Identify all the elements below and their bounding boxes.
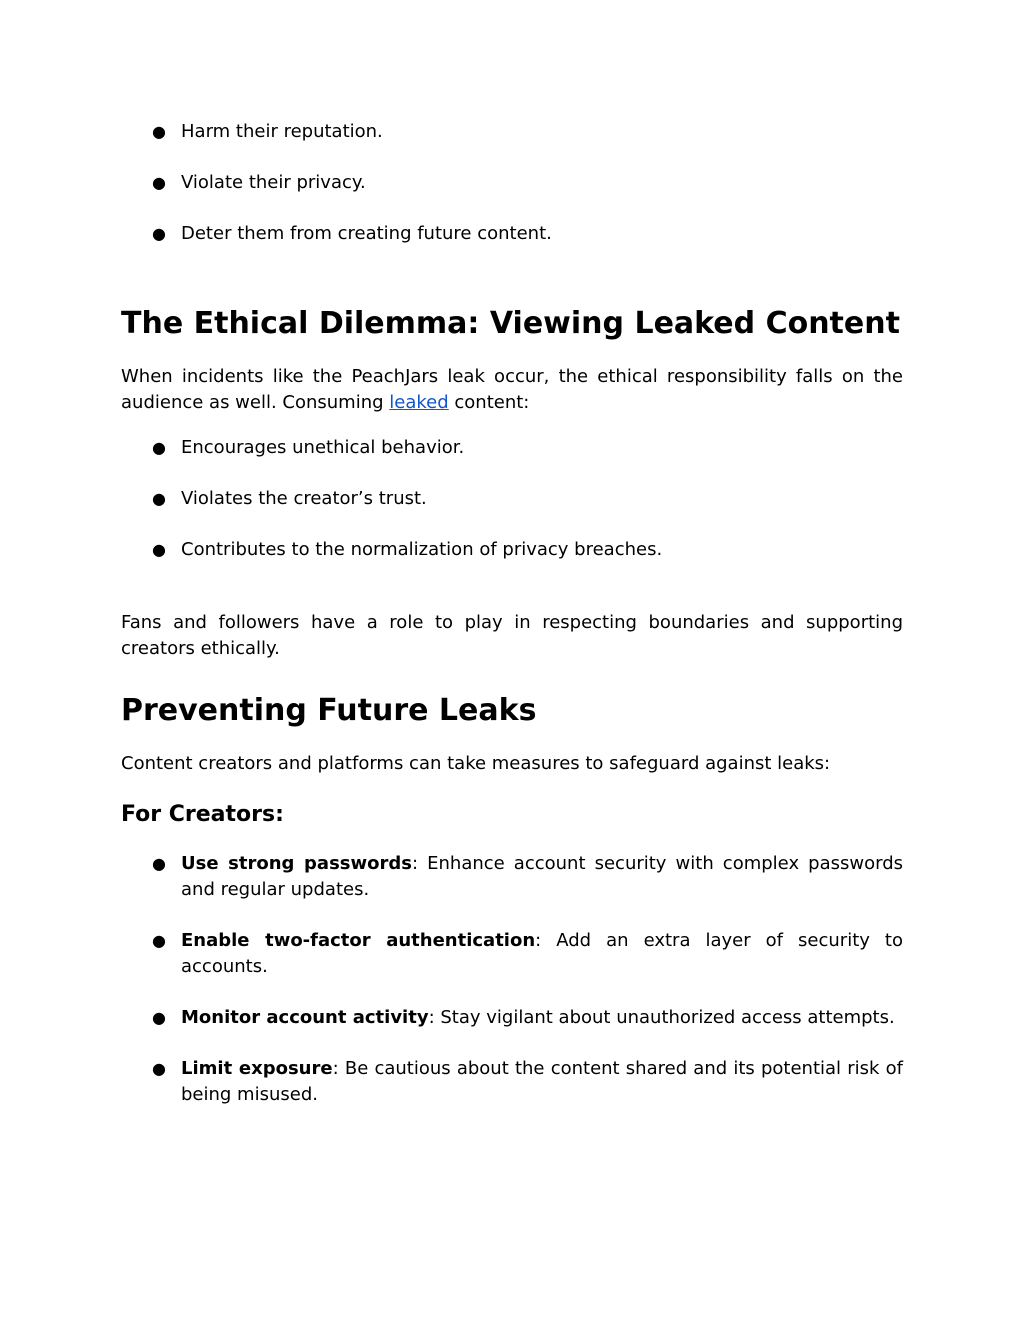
tip-description: : Add an extra layer of security to accounts.	[181, 930, 903, 977]
bullet-icon: ●	[152, 1008, 166, 1027]
list-item-text: Violate their privacy.	[181, 172, 366, 193]
list-item	[121, 851, 903, 903]
closing-paragraph: Fans and followers have a role to play in respecting boundaries and supporting creators ethically.	[121, 612, 903, 659]
ethical-intro-paragraph	[121, 364, 903, 416]
bullet-icon: ●	[152, 854, 166, 873]
list-item	[121, 537, 903, 563]
bullet-icon: ●	[152, 489, 166, 508]
list-item	[121, 119, 903, 145]
bullet-icon: ●	[152, 1059, 166, 1078]
list-item-text: Harm their reputation.	[181, 121, 383, 142]
tip-term: Monitor account activity	[181, 1007, 429, 1028]
ethical-dilemma-heading: The Ethical Dilemma: Viewing Leaked Content	[121, 306, 900, 341]
tip-description: : Be cautious about the content shared and its potential risk of being misused.	[181, 1058, 903, 1105]
tip-description: : Stay vigilant about unauthorized access attempts.	[428, 1007, 895, 1028]
preventing-leaks-heading: Preventing Future Leaks	[121, 693, 537, 728]
tip-term: Limit exposure	[181, 1058, 333, 1079]
ethical-bullet-list	[121, 435, 903, 563]
list-item-text: Contributes to the normalization of privacy breaches.	[181, 539, 663, 560]
list-item	[121, 1056, 903, 1108]
list-item	[121, 1005, 903, 1031]
bullet-icon: ●	[152, 173, 166, 192]
list-item	[121, 928, 903, 980]
bullet-icon: ●	[152, 540, 166, 559]
tip-term: Use strong passwords	[181, 853, 412, 874]
bullet-icon: ●	[152, 122, 166, 141]
paragraph-text: When incidents like the PeachJars leak occur, the ethical responsibility falls on the audience as well. Consuming	[121, 366, 903, 413]
for-creators-subheading: For Creators:	[121, 802, 284, 827]
leaked-link[interactable]: leaked	[389, 392, 449, 413]
list-item-text: Encourages unethical behavior.	[181, 437, 465, 458]
list-item	[121, 221, 903, 247]
list-item-text: Deter them from creating future content.	[181, 223, 552, 244]
bullet-icon: ●	[152, 224, 166, 243]
creator-tips-list	[121, 851, 903, 1108]
tip-term: Enable two-factor authentication	[181, 930, 536, 951]
preventing-intro-paragraph: Content creators and platforms can take measures to safeguard against leaks:	[121, 753, 831, 774]
intro-bullet-list	[121, 119, 903, 247]
bullet-icon: ●	[152, 931, 166, 950]
list-item	[121, 435, 903, 461]
tip-description: : Enhance account security with complex passwords and regular updates.	[181, 853, 904, 900]
list-item	[121, 170, 903, 196]
list-item	[121, 486, 903, 512]
bullet-icon: ●	[152, 438, 166, 457]
paragraph-text: content:	[448, 392, 530, 413]
list-item-text: Violates the creator’s trust.	[181, 488, 427, 509]
